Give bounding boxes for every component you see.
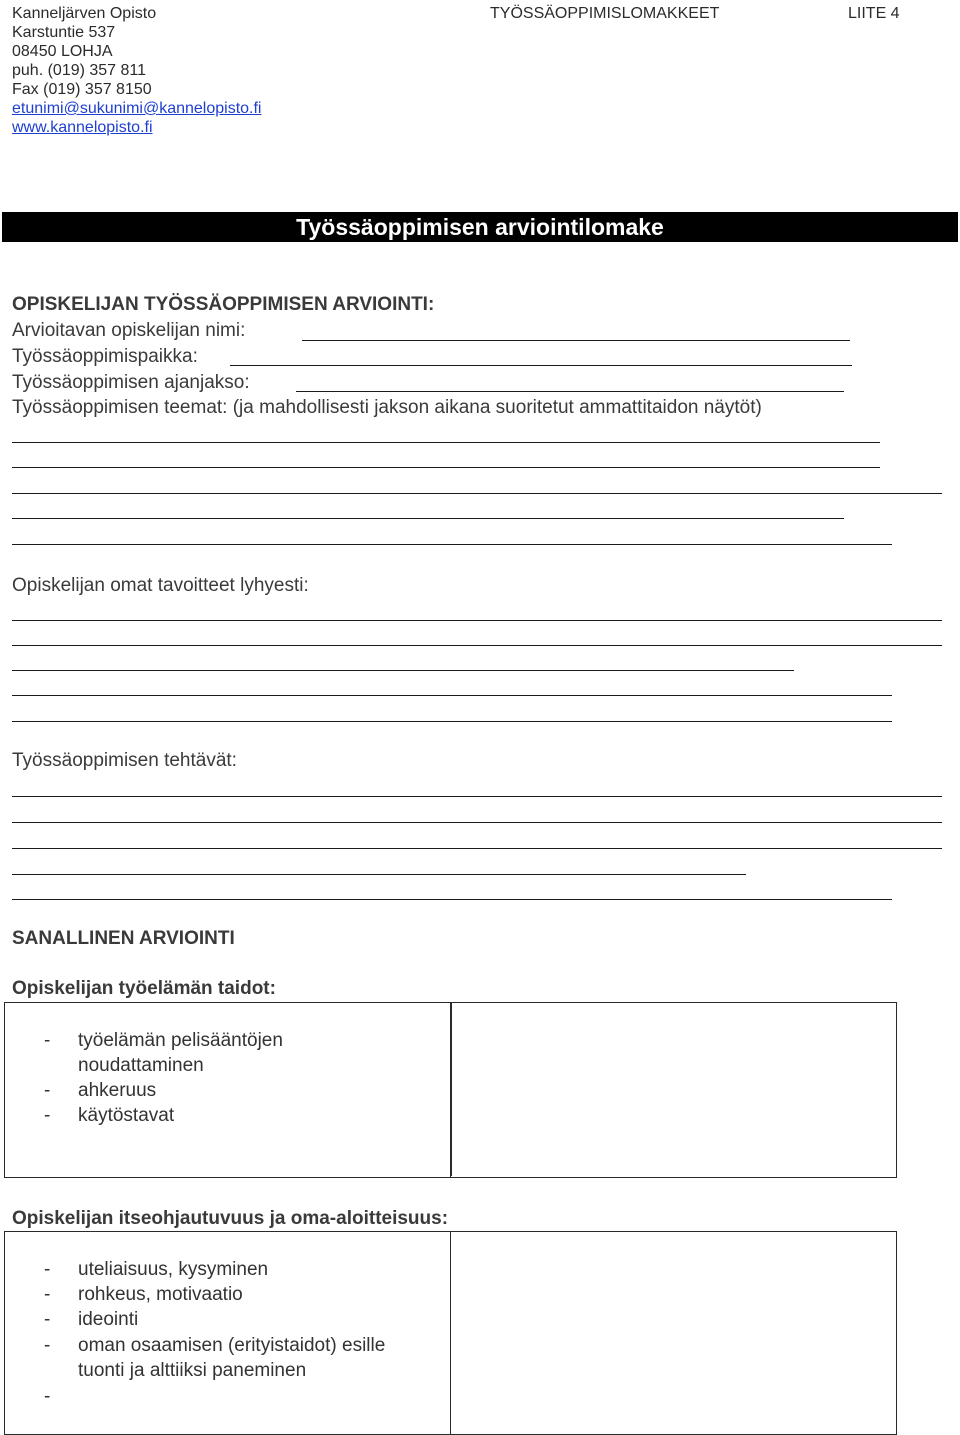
goals-line-1[interactable] (12, 620, 942, 621)
org-postal-address: 08450 LOHJA (12, 43, 113, 60)
themes-line-4[interactable] (12, 518, 844, 519)
skills-dash-3: - (44, 1105, 51, 1126)
org-phone: puh. (019) 357 811 (12, 62, 147, 79)
goals-label: Opiskelijan omat tavoitteet lyhyesti: (12, 575, 309, 596)
org-website-link[interactable]: www.kannelopisto.fi (12, 119, 153, 136)
period-field[interactable] (296, 391, 844, 392)
skills-item-rules: työelämän pelisääntöjen (78, 1030, 283, 1051)
initiative-item-ideation: ideointi (78, 1309, 139, 1330)
themes-line-3[interactable] (12, 493, 942, 494)
goals-line-2[interactable] (12, 645, 942, 646)
themes-line-5[interactable] (12, 544, 892, 545)
tasks-line-3[interactable] (12, 848, 942, 849)
initiative-item-courage: rohkeus, motivaatio (78, 1284, 243, 1305)
workplace-field[interactable] (230, 365, 852, 366)
period-label: Työssäoppimisen ajanjakso: (12, 372, 250, 393)
themes-label: Työssäoppimisen teemat: (ja mahdollisesti jakson aikana suoritetut ammattitaidon näytöt) (12, 397, 762, 418)
skills-dash-2: - (44, 1080, 51, 1101)
skills-evaluation-cell[interactable] (450, 1002, 897, 1178)
initiative-dash-3: - (44, 1309, 51, 1330)
goals-line-4[interactable] (12, 695, 892, 696)
goals-line-3[interactable] (12, 670, 794, 671)
goals-line-5[interactable] (12, 721, 892, 722)
org-fax: Fax (019) 357 8150 (12, 81, 152, 98)
tasks-line-5[interactable] (12, 899, 892, 900)
initiative-heading: Opiskelijan itseohjautuvuus ja oma-aloitteisuus: (12, 1208, 449, 1229)
skills-item-manners: käytöstavat (78, 1105, 175, 1126)
form-title: Työssäoppimisen arviointilomake (2, 212, 958, 242)
themes-line-1[interactable] (12, 442, 880, 443)
initiative-dash-5: - (44, 1386, 51, 1407)
tasks-label: Työssäoppimisen tehtävät: (12, 750, 237, 771)
initiative-evaluation-cell[interactable] (450, 1231, 897, 1435)
initiative-dash-2: - (44, 1284, 51, 1305)
initiative-dash-1: - (44, 1259, 51, 1280)
org-name: Kanneljärven Opisto (12, 5, 157, 22)
skills-heading: Opiskelijan työelämän taidot: (12, 978, 276, 999)
themes-line-2[interactable] (12, 467, 880, 468)
appendix-label: LIITE 4 (848, 5, 900, 22)
student-name-label: Arvioitavan opiskelijan nimi: (12, 320, 246, 341)
tasks-line-2[interactable] (12, 822, 942, 823)
tasks-line-1[interactable] (12, 796, 942, 797)
workplace-label: Työssäoppimispaikka: (12, 346, 198, 367)
skills-item-diligence: ahkeruus (78, 1080, 157, 1101)
skills-dash-1: - (44, 1030, 51, 1051)
initiative-dash-4: - (44, 1335, 51, 1356)
initiative-item-own-skills: oman osaamisen (erityistaidot) esille (78, 1335, 386, 1356)
student-name-field[interactable] (302, 340, 850, 341)
section-heading-evaluation: OPISKELIJAN TYÖSSÄOPPIMISEN ARVIOINTI: (12, 294, 435, 315)
skills-item-rules-cont: noudattaminen (78, 1055, 204, 1076)
doc-type-label: TYÖSSÄOPPIMISLOMAKKEET (490, 5, 720, 22)
org-street-address: Karstuntie 537 (12, 24, 116, 41)
tasks-line-4[interactable] (12, 874, 746, 875)
verbal-evaluation-heading: SANALLINEN ARVIOINTI (12, 928, 235, 949)
initiative-item-curiosity: uteliaisuus, kysyminen (78, 1259, 269, 1280)
initiative-item-own-skills-cont: tuonti ja alttiiksi paneminen (78, 1360, 307, 1381)
org-email-link[interactable]: etunimi@sukunimi@kannelopisto.fi (12, 100, 262, 117)
